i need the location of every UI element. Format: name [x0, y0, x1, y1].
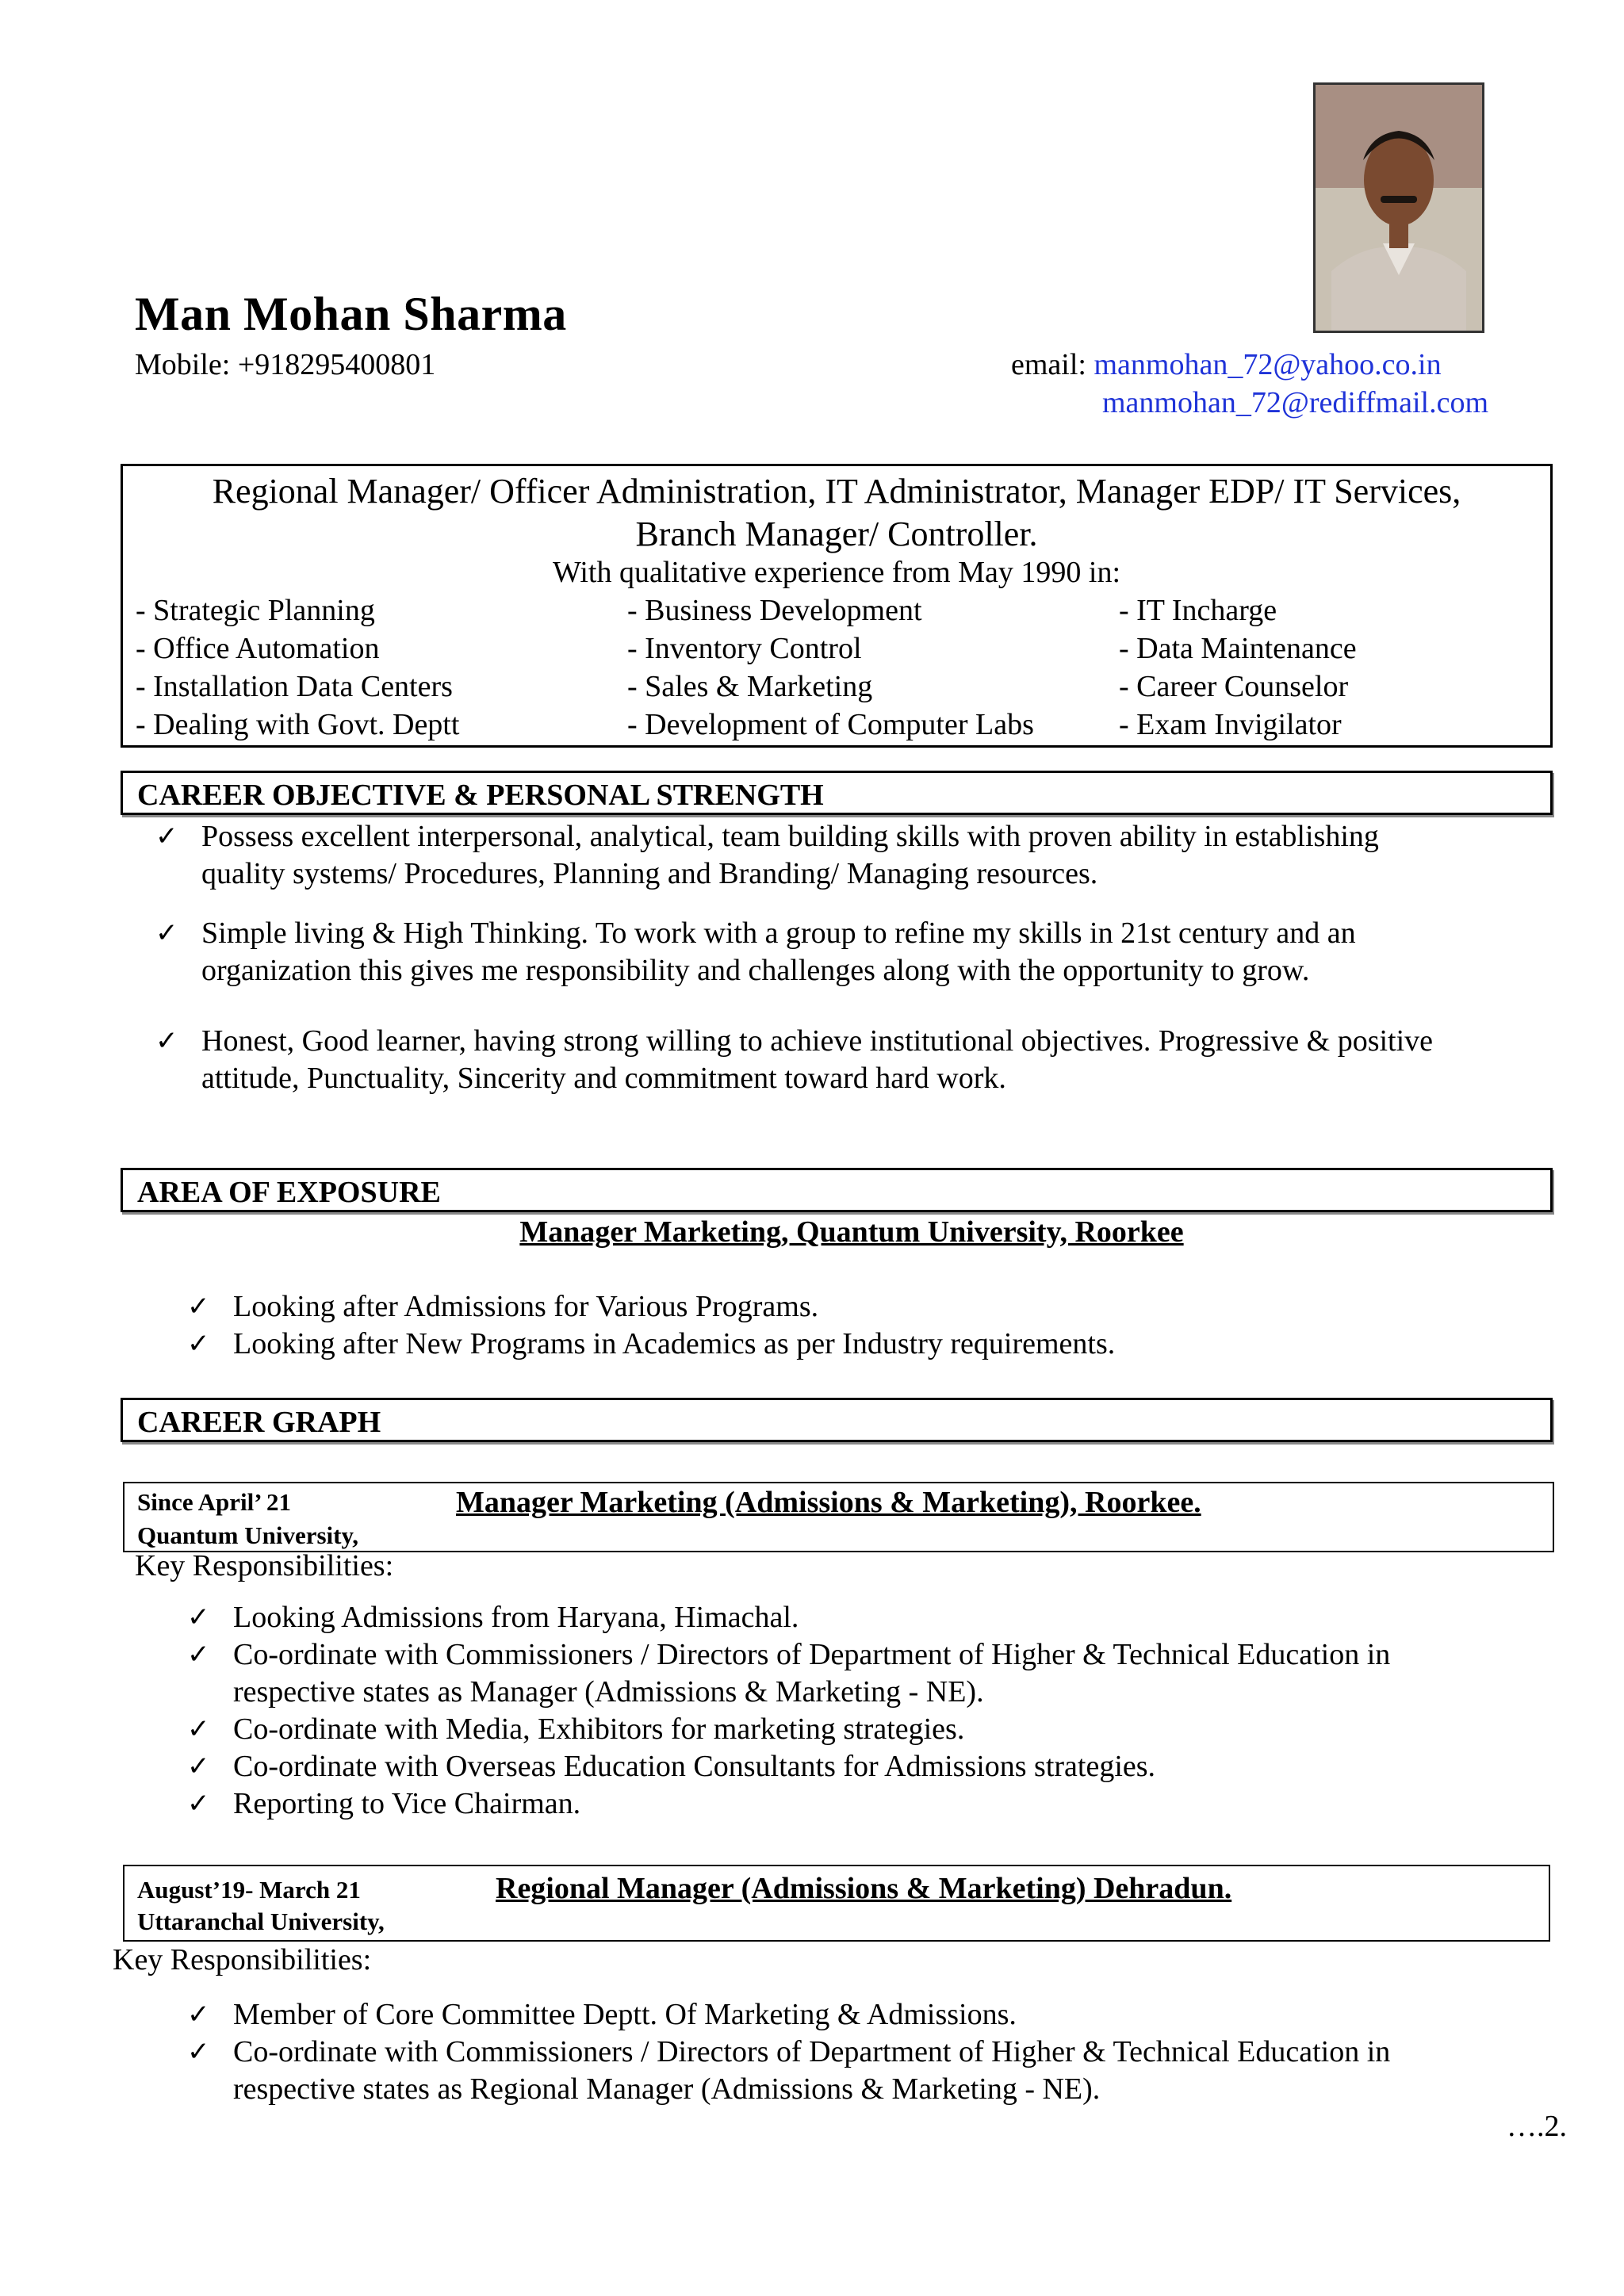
key-responsibilities-label: Key Responsibilities:	[135, 1549, 394, 1582]
objective-item	[155, 818, 1551, 897]
skill-item: - IT Incharge	[1119, 594, 1277, 627]
objective-item	[155, 915, 1551, 994]
responsibility-text: respective states as Manager (Admissions & Marketing - NE).	[233, 1675, 984, 1709]
objective-text: organization this gives me responsibility and challenges along with the opportunity to grow.	[201, 954, 1310, 987]
skill-item: - Data Maintenance	[1119, 632, 1357, 665]
check-icon: ✓	[187, 1601, 210, 1633]
check-icon: ✓	[187, 2036, 210, 2068]
responsibility-item	[187, 1748, 1551, 1785]
section-title: CAREER GRAPH	[137, 1406, 381, 1439]
candidate-name: Man Mohan Sharma	[135, 288, 567, 340]
skill-item: - Installation Data Centers	[136, 670, 453, 703]
experience-line: With qualitative experience from May 1990 in:	[552, 556, 1121, 589]
email-label: email:	[1011, 348, 1086, 381]
skill-item: - Career Counselor	[1119, 670, 1349, 703]
responsibility-text: Member of Core Committee Deptt. Of Marketing & Admissions.	[233, 1998, 1017, 2031]
skill-item: - Strategic Planning	[136, 594, 375, 627]
objective-text: Simple living & High Thinking. To work with a group to refine my skills in 21st century and an	[201, 916, 1356, 950]
check-icon: ✓	[187, 1999, 210, 2030]
check-icon: ✓	[187, 1788, 210, 1820]
responsibility-item	[187, 1996, 1551, 2034]
responsibility-item	[187, 1636, 1551, 1711]
check-icon: ✓	[155, 1025, 178, 1057]
section-career-objective	[121, 771, 1553, 815]
objective-text: Honest, Good learner, having strong willing to achieve institutional objectives. Progressive & positive	[201, 1024, 1434, 1058]
job-period: August’19- March 21	[137, 1876, 361, 1904]
job-title: Manager Marketing (Admissions & Marketing), Roorkee.	[456, 1486, 1201, 1519]
email-row	[1011, 347, 1442, 382]
job-header	[123, 1865, 1550, 1942]
responsibility-text: Co-ordinate with Media, Exhibitors for marketing strategies.	[233, 1712, 965, 1746]
check-icon: ✓	[187, 1291, 210, 1322]
skills-row	[136, 707, 1547, 745]
skill-item: - Dealing with Govt. Deptt	[136, 708, 460, 741]
responsibility-text: Co-ordinate with Overseas Education Consultants for Admissions strategies.	[233, 1750, 1156, 1783]
profile-photo	[1313, 82, 1484, 333]
section-title: AREA OF EXPOSURE	[137, 1176, 441, 1209]
exposure-item	[187, 1288, 1535, 1326]
objective-text: attitude, Punctuality, Sincerity and commitment toward hard work.	[201, 1062, 1006, 1095]
email-link-rediff[interactable]: manmohan_72@rediffmail.com	[1102, 386, 1489, 419]
check-icon: ✓	[187, 1751, 210, 1782]
portrait-image	[1316, 85, 1482, 331]
skills-row	[136, 631, 1547, 669]
skill-item: - Development of Computer Labs	[627, 708, 1034, 741]
responsibility-item	[187, 1711, 1551, 1748]
check-icon: ✓	[187, 1639, 210, 1670]
skills-row	[136, 669, 1547, 707]
key-responsibilities-label: Key Responsibilities:	[113, 1943, 372, 1976]
responsibility-text: Co-ordinate with Commissioners / Directors of Department of Higher & Technical Education in	[233, 1638, 1391, 1671]
skills-row	[136, 593, 1547, 631]
responsibility-item	[187, 2034, 1551, 2108]
skill-item: - Exam Invigilator	[1119, 708, 1342, 741]
skill-item: - Office Automation	[136, 632, 380, 665]
email-link-yahoo[interactable]: manmohan_72@yahoo.co.in	[1094, 348, 1442, 381]
responsibility-text: respective states as Regional Manager (Admissions & Marketing - NE).	[233, 2072, 1101, 2106]
exposure-text: Looking after New Programs in Academics as per Industry requirements.	[233, 1327, 1116, 1360]
responsibility-text: Co-ordinate with Commissioners / Directors of Department of Higher & Technical Education in	[233, 2035, 1391, 2068]
job-title: Regional Manager (Admissions & Marketing) Dehradun.	[496, 1872, 1232, 1905]
headline-line-1: Regional Manager/ Officer Administration, IT Administrator, Manager EDP/ IT Services,	[212, 472, 1461, 511]
exposure-role-title: Manager Marketing, Quantum University, Roorkee	[519, 1215, 1184, 1249]
skill-item: - Inventory Control	[627, 632, 862, 665]
skills-grid	[136, 593, 1547, 745]
exposure-item	[187, 1326, 1535, 1363]
responsibility-text: Looking Admissions from Haryana, Himachal.	[233, 1601, 799, 1634]
objective-item	[155, 1023, 1551, 1102]
page-continuation-marker: ….2.	[1507, 2110, 1567, 2143]
summary-box	[121, 464, 1553, 748]
section-area-of-exposure	[121, 1168, 1553, 1212]
skill-item: - Business Development	[627, 594, 922, 627]
mobile-number: Mobile: +918295400801	[135, 348, 436, 381]
job-organization: Quantum University,	[137, 1521, 359, 1549]
objective-text: Possess excellent interpersonal, analytical, team building skills with proven ability in establishing	[201, 820, 1379, 853]
job-header	[123, 1482, 1554, 1552]
section-career-graph	[121, 1398, 1553, 1442]
check-icon: ✓	[187, 1328, 210, 1360]
job-period: Since April’ 21	[137, 1488, 292, 1516]
headline-line-2: Branch Manager/ Controller.	[635, 515, 1038, 553]
section-title: CAREER OBJECTIVE & PERSONAL STRENGTH	[137, 779, 824, 812]
skill-item: - Sales & Marketing	[627, 670, 873, 703]
check-icon: ✓	[187, 1713, 210, 1745]
exposure-text: Looking after Admissions for Various Programs.	[233, 1290, 819, 1323]
objective-text: quality systems/ Procedures, Planning and Branding/ Managing resources.	[201, 857, 1098, 890]
responsibility-item	[187, 1599, 1551, 1636]
check-icon: ✓	[155, 917, 178, 949]
responsibility-item	[187, 1785, 1551, 1823]
job-organization: Uttaranchal University,	[137, 1908, 385, 1935]
check-icon: ✓	[155, 821, 178, 852]
responsibility-text: Reporting to Vice Chairman.	[233, 1787, 581, 1820]
